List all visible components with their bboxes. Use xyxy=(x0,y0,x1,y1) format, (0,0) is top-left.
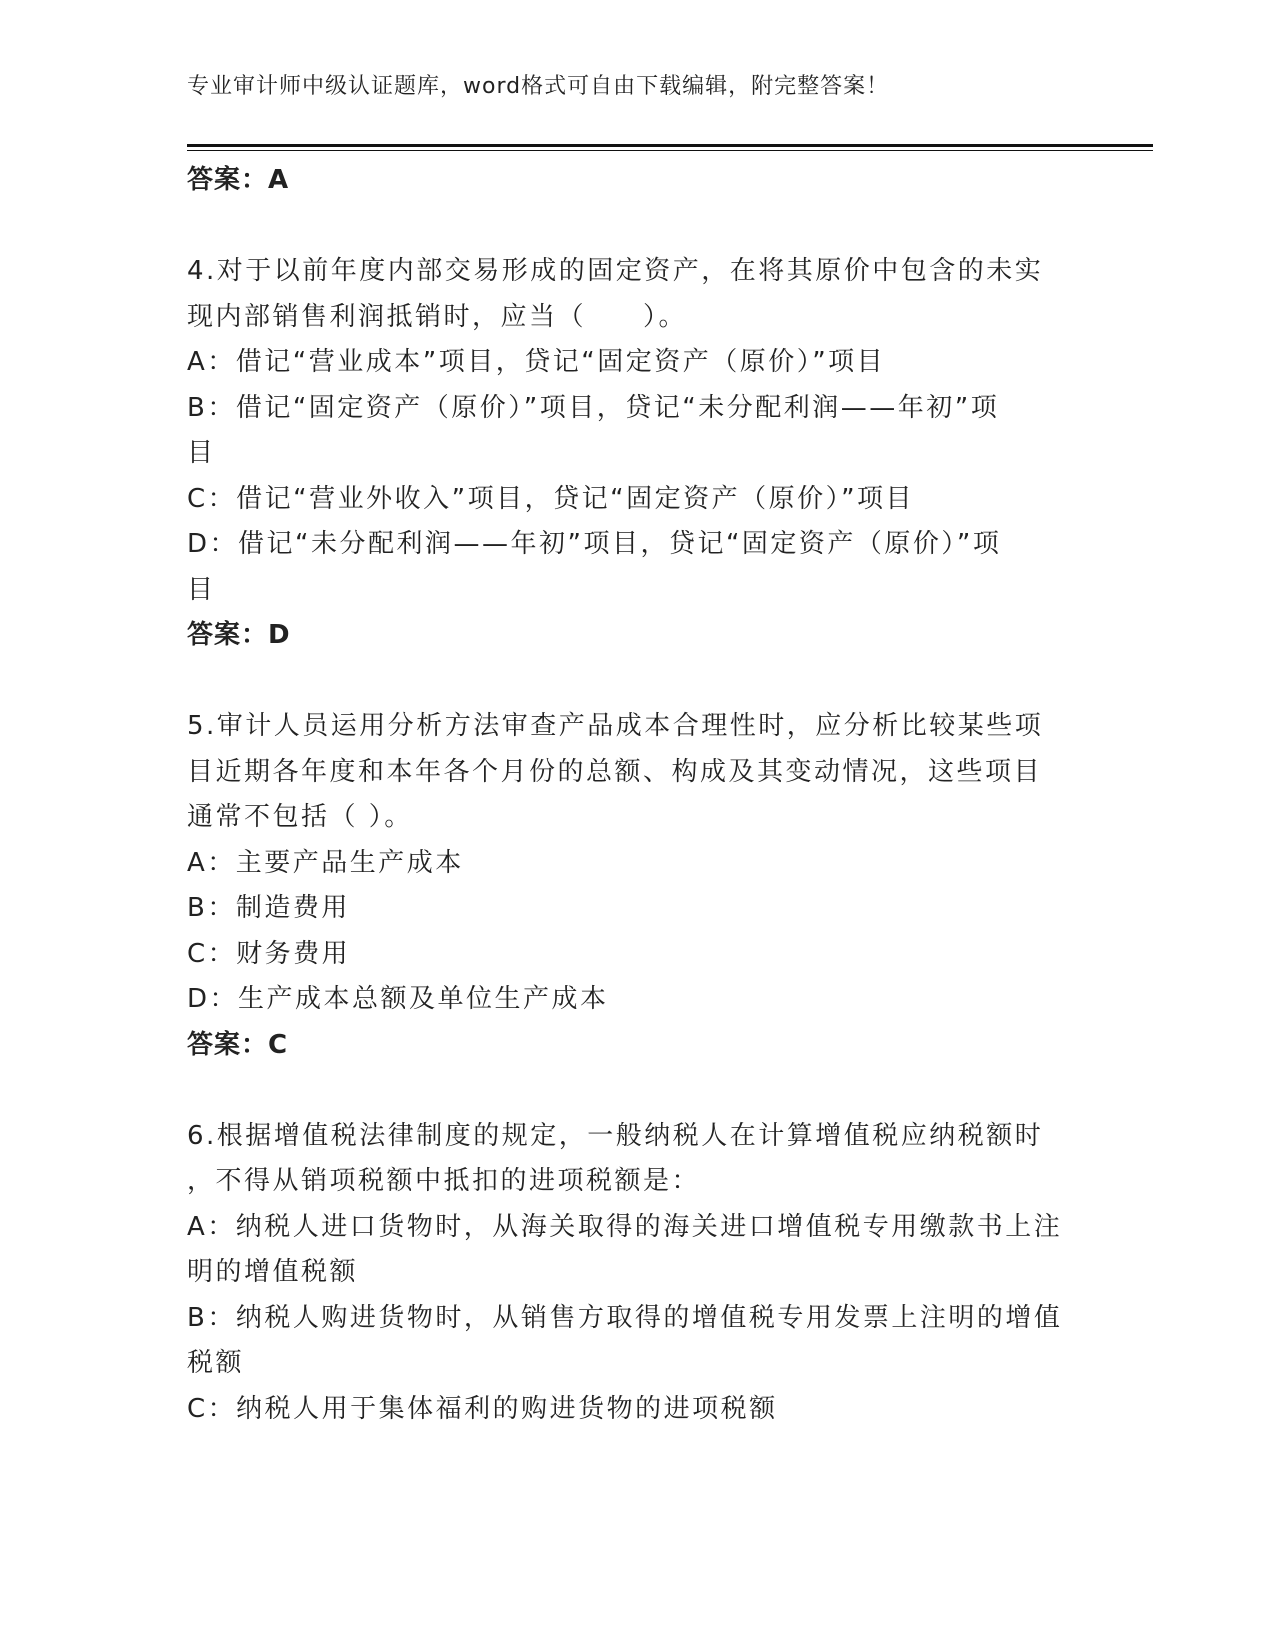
spacer xyxy=(187,204,1077,250)
question-4 xyxy=(187,249,1077,659)
question-stem-line: ，不得从销项税额中抵扣的进项税额是： xyxy=(187,1166,701,1196)
answer-line: 答案：D xyxy=(187,620,291,650)
question-stem-line: 目近期各年度和本年各个月份的总额、构成及其变动情况，这些项目 xyxy=(187,756,1043,787)
question-stem-line: 通常不包括（ ）。 xyxy=(187,802,413,832)
option-line: 目 xyxy=(187,574,216,605)
option-line: A：主要产品生产成本 xyxy=(187,847,464,878)
option-line: C：借记“营业外收入”项目，贷记“固定资产（原价）”项目 xyxy=(187,483,915,514)
option-line: D：生产成本总额及单位生产成本 xyxy=(187,984,609,1014)
option-line: 目 xyxy=(187,438,216,468)
question-6 xyxy=(187,1114,1077,1433)
option-line: A：纳税人进口货物时，从海关取得的海关进口增值税专用缴款书上注 xyxy=(187,1211,1063,1242)
question-5 xyxy=(187,704,1077,1068)
option-line: B：纳税人购进货物时，从销售方取得的增值税专用发票上注明的增值 xyxy=(187,1302,1063,1333)
spacer xyxy=(187,659,1077,705)
question-stem-line: 6.根据增值税法律制度的规定，一般纳税人在计算增值税应纳税额时 xyxy=(187,1120,1044,1151)
question-stem-line: 5.审计人员运用分析方法审查产品成本合理性时，应分析比较某些项 xyxy=(187,711,1044,741)
option-line: C：纳税人用于集体福利的购进货物的进项税额 xyxy=(187,1393,778,1424)
option-line: 明的增值税额 xyxy=(187,1257,359,1287)
answer-line: 答案：A xyxy=(187,165,290,195)
option-line: D：借记“未分配利润——年初”项目，贷记“固定资产（原价）”项 xyxy=(187,529,1002,559)
spacer xyxy=(187,1068,1077,1114)
option-line: A：借记“营业成本”项目，贷记“固定资产（原价）”项目 xyxy=(187,347,886,377)
option-line: 税额 xyxy=(187,1348,245,1378)
header-rule-thick xyxy=(187,144,1153,147)
document-body xyxy=(187,158,1077,1432)
question-stem-line: 现内部销售利润抵销时，应当（ ）。 xyxy=(187,301,688,332)
header-rule-thin xyxy=(187,150,1153,151)
answer-line: 答案：C xyxy=(187,1029,289,1060)
option-line: B：制造费用 xyxy=(187,893,350,923)
option-line: B：借记“固定资产（原价）”项目，贷记“未分配利润——年初”项 xyxy=(187,392,1000,423)
option-line: C：财务费用 xyxy=(187,938,351,969)
page-header: 专业审计师中级认证题库，word格式可自由下载编辑，附完整答案！ xyxy=(187,74,890,99)
question-stem-line: 4.对于以前年度内部交易形成的固定资产，在将其原价中包含的未实 xyxy=(187,256,1044,286)
